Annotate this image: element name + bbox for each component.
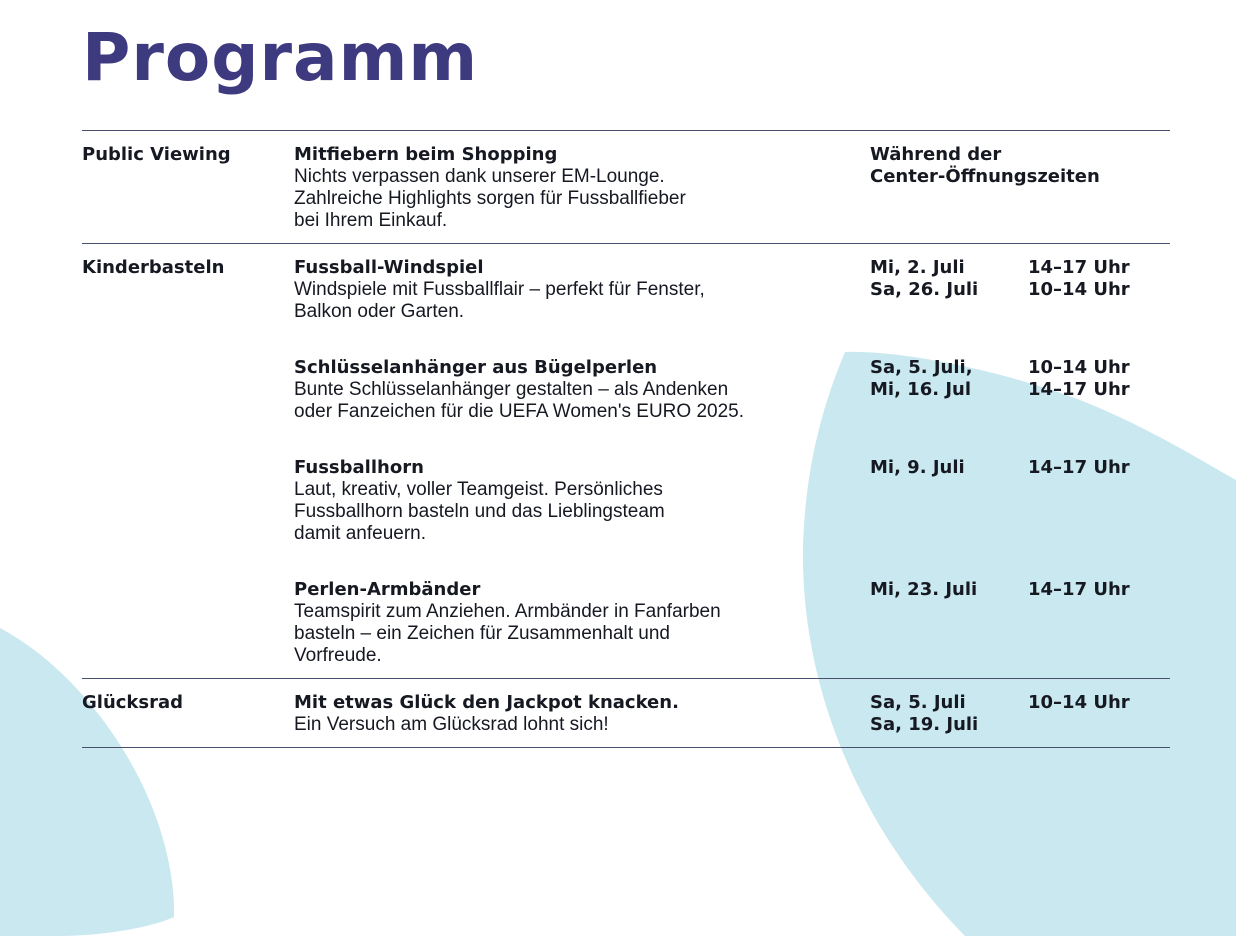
date-row — [870, 579, 1170, 601]
date-time: 14–17 Uhr — [1028, 579, 1130, 600]
entry-dates — [870, 457, 1170, 479]
entry-title: Fussball-Windspiel — [294, 257, 484, 278]
date-time: 10–14 Uhr — [1028, 692, 1130, 713]
entry-description — [294, 692, 834, 736]
date-day: Sa, 5. Juli — [870, 692, 966, 713]
entry-dates — [870, 357, 1170, 401]
entry-text: Windspiele mit Fussballflair – perfekt für Fenster, Balkon oder Garten. — [294, 279, 705, 322]
date-day: Sa, 26. Juli — [870, 279, 979, 300]
program-section — [82, 679, 1170, 748]
date-day: Mi, 16. Jul — [870, 379, 972, 400]
entry-dates — [870, 144, 1170, 188]
opening-hours-note: Während der Center-Öffnungszeiten — [870, 144, 1100, 187]
category-label: Glücksrad — [82, 692, 184, 713]
date-day: Mi, 9. Juli — [870, 457, 965, 478]
program-table — [82, 130, 1170, 748]
entry-description — [294, 257, 834, 323]
date-row — [870, 379, 1170, 401]
category-label: Kinderbasteln — [82, 257, 225, 278]
entry-title: Fussballhorn — [294, 457, 424, 478]
entry-description — [294, 579, 834, 667]
entry-text: Bunte Schlüsselanhänger gestalten – als Andenken oder Fanzeichen für die UEFA Women's EURO 2025. — [294, 379, 744, 422]
entry-title: Mitfiebern beim Shopping — [294, 144, 558, 165]
entry-dates — [870, 692, 1170, 736]
entry-description — [294, 457, 834, 545]
entry-text: Ein Versuch am Glücksrad lohnt sich! — [294, 714, 609, 735]
date-row — [870, 257, 1170, 279]
date-day: Mi, 2. Juli — [870, 257, 965, 278]
date-day: Sa, 5. Juli, — [870, 357, 973, 378]
page-title: Programm — [82, 19, 479, 96]
date-day: Mi, 23. Juli — [870, 579, 978, 600]
date-row — [870, 692, 1170, 714]
date-time: 10–14 Uhr — [1028, 357, 1130, 378]
entry-title: Perlen-Armbänder — [294, 579, 481, 600]
date-row — [870, 714, 1170, 736]
date-row — [870, 457, 1170, 479]
date-time: 14–17 Uhr — [1028, 379, 1130, 400]
date-time: 10–14 Uhr — [1028, 279, 1130, 300]
program-entry — [82, 457, 1170, 545]
entry-title: Mit etwas Glück den Jackpot knacken. — [294, 692, 679, 713]
program-entry — [82, 144, 1170, 232]
program-section — [82, 131, 1170, 244]
date-day: Sa, 19. Juli — [870, 714, 979, 735]
date-time: 14–17 Uhr — [1028, 457, 1130, 478]
entry-dates — [870, 579, 1170, 601]
category-label: Public Viewing — [82, 144, 231, 165]
date-row — [870, 357, 1170, 379]
program-entry — [82, 257, 1170, 323]
date-row — [870, 279, 1170, 301]
entry-text: Nichts verpassen dank unserer EM-Lounge. Zahlreiche Highlights sorgen für Fussballfieber bei Ihrem Einkauf. — [294, 166, 686, 231]
program-entry — [82, 692, 1170, 736]
entry-title: Schlüsselanhänger aus Bügelperlen — [294, 357, 658, 378]
date-time: 14–17 Uhr — [1028, 257, 1130, 278]
entry-text: Laut, kreativ, voller Teamgeist. Persönliches Fussballhorn basteln und das Lieblingsteam damit anfeuern. — [294, 479, 665, 544]
entry-text: Teamspirit zum Anziehen. Armbänder in Fanfarben basteln – ein Zeichen für Zusammenhalt und Vorfreude. — [294, 601, 721, 666]
program-entry — [82, 357, 1170, 423]
entry-dates — [870, 257, 1170, 301]
entry-description — [294, 357, 834, 423]
program-section — [82, 244, 1170, 679]
entry-description — [294, 144, 834, 232]
program-entry — [82, 579, 1170, 667]
